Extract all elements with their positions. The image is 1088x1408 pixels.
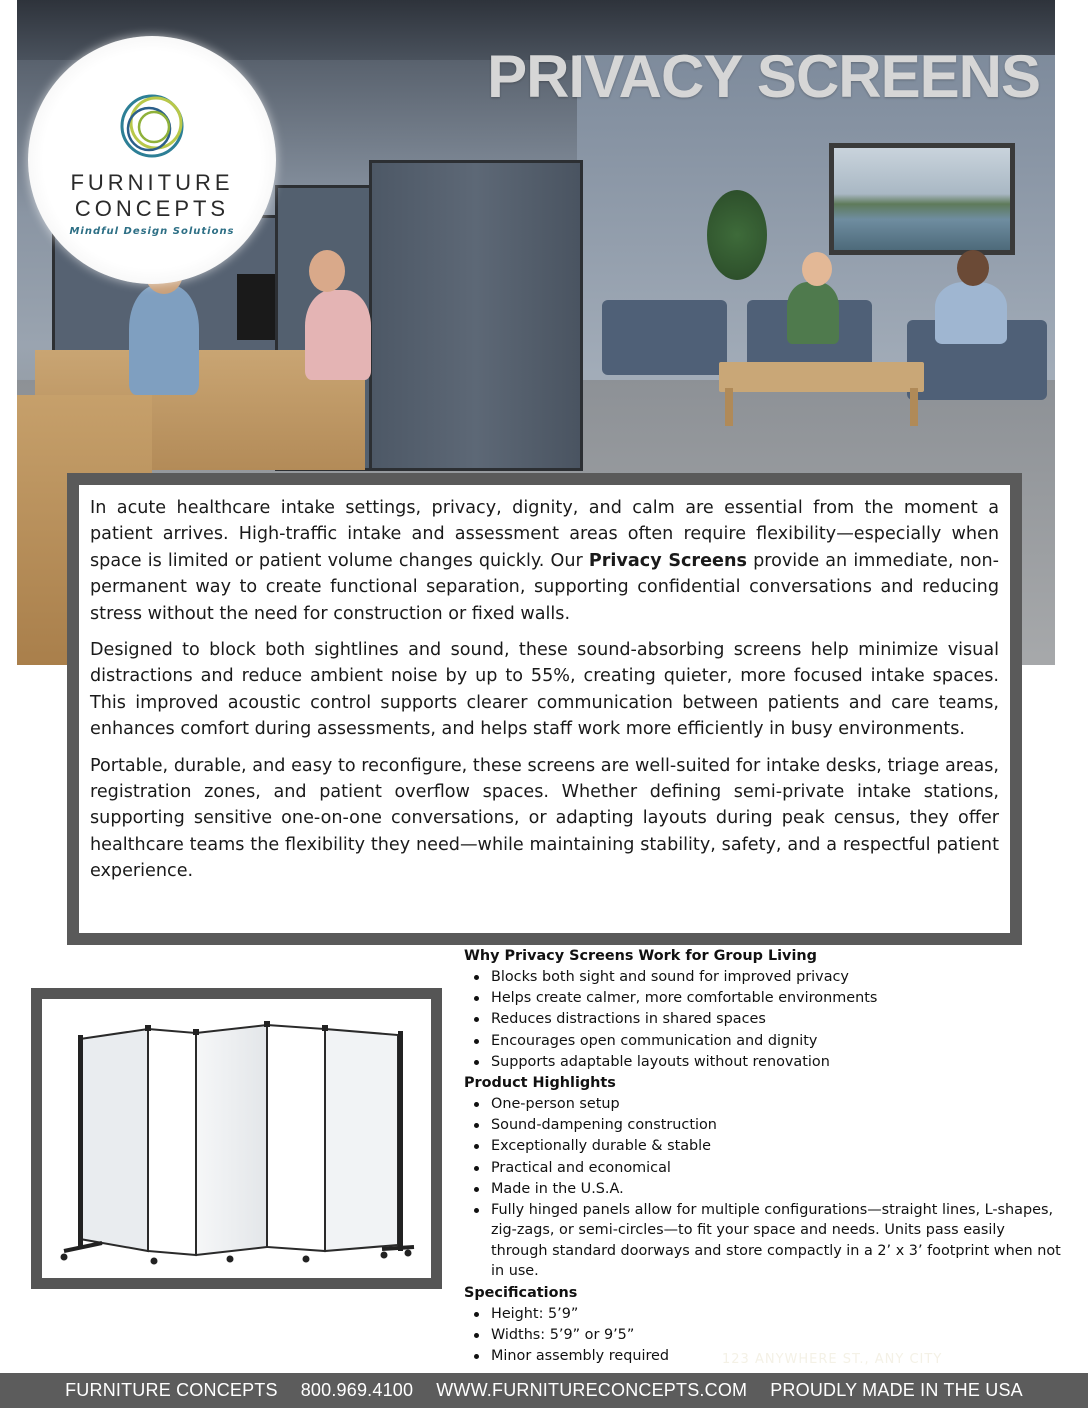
list-item: Widths: 5’9” or 9’5”: [464, 1325, 1064, 1346]
hero-coffee-table: [719, 362, 924, 392]
screen-hinge-cap: [145, 1025, 151, 1031]
intro-paragraph-1: [90, 495, 999, 627]
intro-frame: [67, 473, 1022, 945]
screen-caster: [381, 1252, 388, 1259]
intro-text-panel: [79, 485, 1010, 933]
list-item: Sound-dampening construction: [464, 1115, 1064, 1136]
screen-panel: [267, 1025, 325, 1251]
screen-caster: [227, 1256, 234, 1263]
folding-screen-illustration: [42, 999, 431, 1278]
page-title: PRIVACY SCREENS: [487, 43, 1040, 110]
why-list: [464, 967, 1064, 1072]
screen-panel: [325, 1029, 398, 1251]
list-item: Made in the U.S.A.: [464, 1179, 1064, 1200]
screen-caster: [61, 1254, 68, 1261]
hero-coffee-table-leg: [910, 388, 918, 426]
list-item: One-person setup: [464, 1094, 1064, 1115]
intro-p1-product-name: Privacy Screens: [588, 550, 747, 571]
footer-company: FURNITURE CONCEPTS: [65, 1380, 278, 1400]
intro-p1-text-end: provide an immediate, non-permanent way to create functional separation, supporting confidential conversations and reducing stress without the need for construction or fixed walls.: [90, 550, 1000, 624]
footer-slogan: PROUDLY MADE IN THE USA: [770, 1380, 1023, 1400]
hero-nurse: [129, 285, 199, 395]
list-item: Height: 5’9”: [464, 1304, 1064, 1325]
specs-heading: Specifications: [464, 1284, 578, 1301]
screen-panel: [80, 1029, 148, 1251]
hero-patient: [305, 290, 371, 380]
list-item: Fully hinged panels allow for multiple configurations—straight lines, L-shapes, zig-zags, or semi-circles—to fit your space and needs. Units pass easily through standard doorways and store compactly in a 2’ x 3’ footprint when not in use.: [464, 1200, 1064, 1282]
logo-name-concepts: CONCEPTS: [74, 196, 230, 221]
hero-patient-head: [309, 250, 345, 292]
list-item: Supports adaptable layouts without renovation: [464, 1052, 1064, 1073]
screen-hinge-cap: [322, 1025, 328, 1031]
product-details: [464, 946, 1064, 1367]
hero-waiting-woman: [787, 282, 839, 344]
hero-lounge-chair-1: [602, 300, 727, 375]
screen-hinge-cap: [193, 1029, 199, 1035]
screen-end-post: [398, 1031, 403, 1251]
hero-waiting-man: [935, 282, 1007, 344]
screen-hinge-cap: [264, 1021, 270, 1027]
faint-address-text: 123 ANYWHERE ST., ANY CITY: [722, 1352, 943, 1367]
hero-monitor: [237, 274, 275, 340]
list-item: Encourages open communication and dignity: [464, 1031, 1064, 1052]
hero-plant: [707, 190, 767, 280]
footer-website-link[interactable]: WWW.FURNITURECONCEPTS.COM: [436, 1380, 748, 1400]
logo-ring: [139, 112, 169, 142]
screen-caster: [303, 1256, 310, 1263]
hero-coffee-table-leg: [725, 388, 733, 426]
list-item: Blocks both sight and sound for improved privacy: [464, 967, 1064, 988]
why-heading: Why Privacy Screens Work for Group Living: [464, 948, 817, 964]
footer-bar: [0, 1373, 1088, 1408]
screen-caster: [151, 1258, 158, 1265]
list-item: Helps create calmer, more comfortable environments: [464, 988, 1064, 1009]
highlights-list: [464, 1094, 1064, 1282]
screen-panel: [196, 1025, 267, 1255]
hero-privacy-screen-right: [369, 160, 583, 471]
product-image-frame: [31, 988, 442, 1289]
intro-paragraph-2: Designed to block both sightlines and sound, these sound-absorbing screens help minimize visual distractions and reduce ambient noise by up to 55%, creating quieter, more focused intake spaces. This improved acoustic control supports clearer communication between patients and care teams, enhances comfort during assessments, and helps staff work more efficiently in busy environments.: [90, 640, 999, 740]
screen-foot: [382, 1247, 414, 1249]
furniture-concepts-logo: [28, 36, 276, 284]
screen-caster: [405, 1250, 412, 1257]
list-item: Exceptionally durable & stable: [464, 1136, 1064, 1157]
list-item: Practical and economical: [464, 1158, 1064, 1179]
screen-panel: [148, 1029, 196, 1255]
list-item: Minor assembly required: [464, 1346, 1064, 1367]
logo-tagline: Mindful Design Solutions: [69, 226, 235, 237]
hero-waiting-man-head: [957, 250, 989, 286]
logo-name-furniture: FURNITURE: [70, 170, 234, 195]
intro-p1-text: In acute healthcare intake settings, privacy, dignity, and calm are essential from the moment a patient arrives. High-traffic intake and assessment areas often require flexibility—especially when space is limited or patient volume changes quickly. Our: [90, 498, 999, 571]
footer-phone[interactable]: 800.969.4100: [300, 1380, 414, 1400]
screen-end-post: [78, 1035, 83, 1249]
list-item: Reduces distractions in shared spaces: [464, 1009, 1064, 1030]
hero-waiting-woman-head: [802, 252, 832, 286]
hero-lake-painting: [829, 143, 1015, 255]
product-image: [42, 999, 431, 1278]
intro-paragraph-3: Portable, durable, and easy to reconfigure, these screens are well-suited for intake desks, triage areas, registration zones, and patient overflow spaces. Whether defining semi-private intake stations, supporting sensitive one-on-one conversations, or adapting layouts during peak census, they offer healthcare teams the flexibility they need—while maintaining stability, safety, and a respectful patient experience.: [90, 755, 999, 882]
logo-rings-icon: [112, 86, 192, 166]
highlights-heading: Product Highlights: [464, 1074, 616, 1091]
